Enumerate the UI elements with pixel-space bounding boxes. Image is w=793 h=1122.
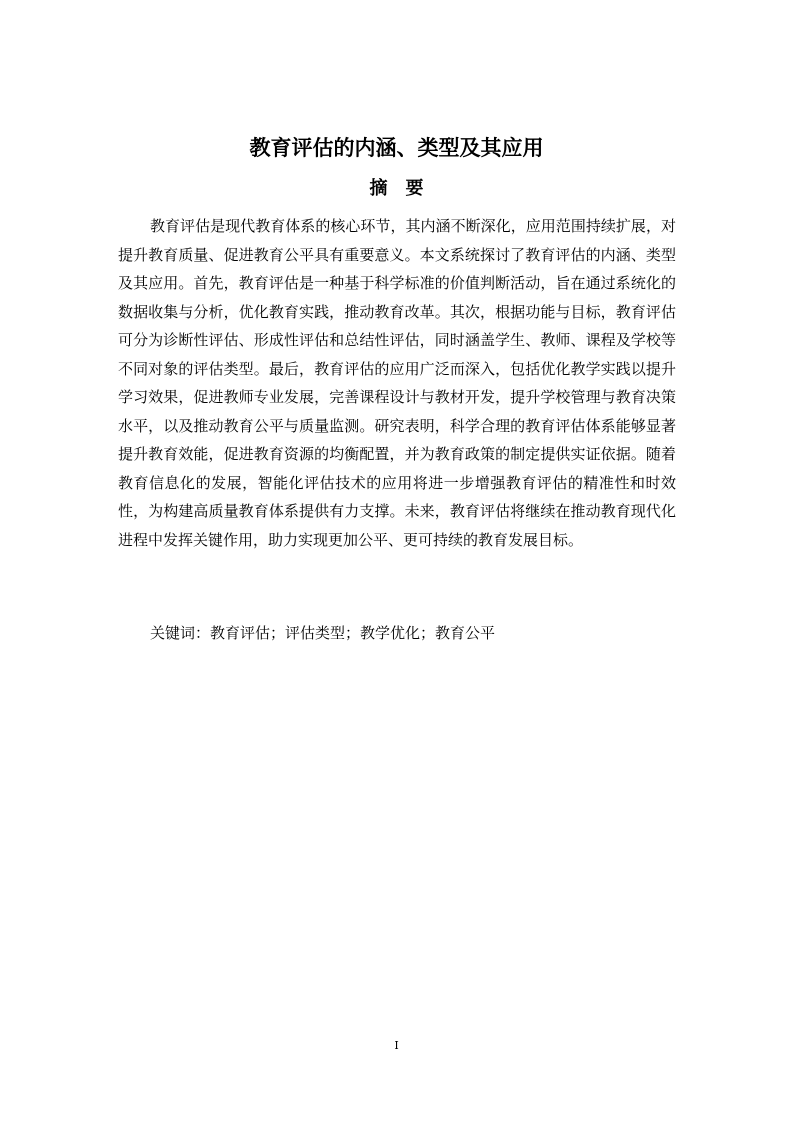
keywords-line: 关键词：教育评估；评估类型；教学优化；教育公平 [150, 624, 496, 642]
document-title: 教育评估的内涵、类型及其应用 [249, 135, 544, 160]
abstract-body: 教育评估是现代教育体系的核心环节，其内涵不断深化，应用范围持续扩展，对提升教育质量、促进教育公平具有重要意义。本文系统探讨了教育评估的内涵、类型及其应用。首先，教育评估是一种基于科学标准的价值判断活动，旨在通过系统化的数据收集与分析，优化教育实践，推动教育改革。其次，根据功能与目标，教育评估可分为诊断性评估、形成性评估和总结性评估，同时涵盖学生、教师、课程及学校等不同对象的评估类型。最后，教育评估的应用广泛而深入，包括优化教学实践以提升学习效果，促进教师专业发展，完善课程设计与教材开发，提升学校管理与教育决策水平，以及推动教育公平与质量监测。研究表明，科学合理的教育评估体系能够显著提升教育效能，促进教育资源的均衡配置，并为教育政策的制定提供实证依据。随着教育信息化的发展，智能化评估技术的应用将进一步增强教育评估的精准性和时效性，为构建高质量教育体系提供有力支撑。未来，教育评估将继续在推动教育现代化进程中发挥关键作用，助力实现更加公平、更可持续的教育发展目标。 [118, 217, 676, 549]
abstract-heading: 摘 要 [369, 178, 424, 199]
page-number: I [394, 1039, 399, 1052]
